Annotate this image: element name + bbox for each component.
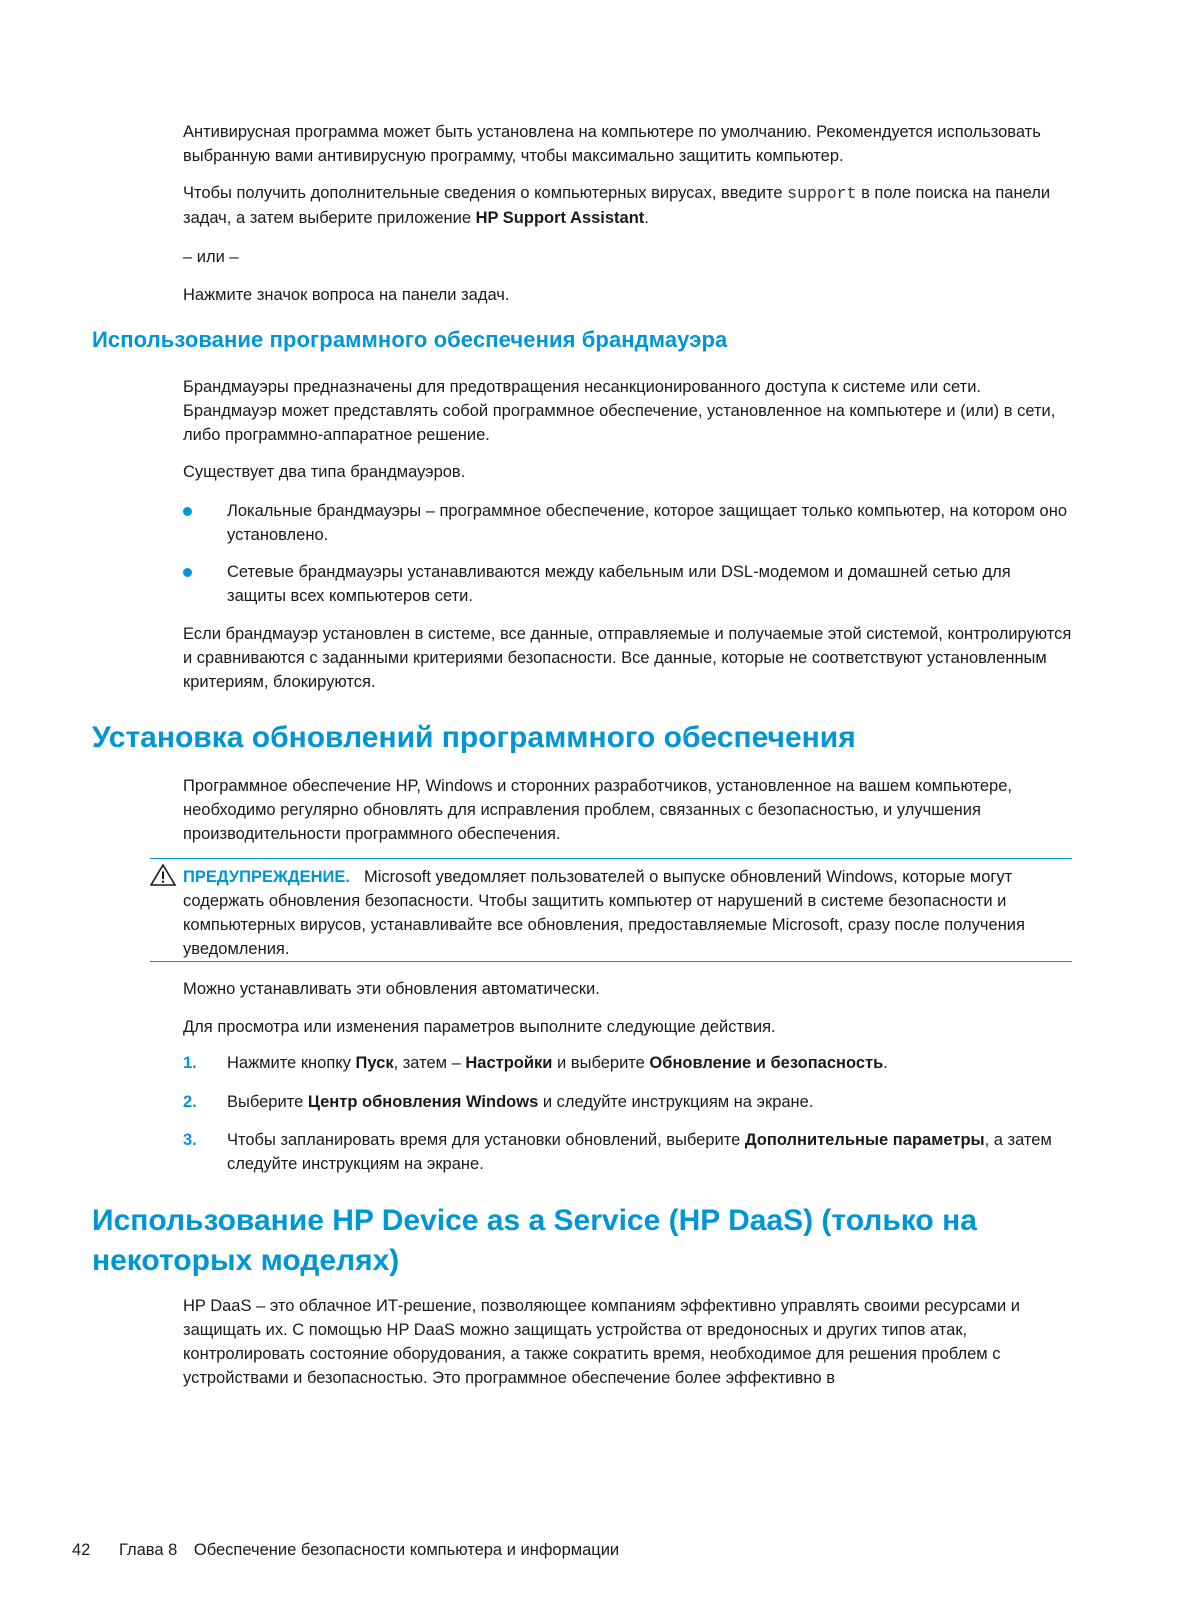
virus-info-text-b: в поле поиска на панели задач, а затем выберите приложение (183, 184, 1051, 227)
updates-intro-paragraph: Программное обеспечение HP, Windows и сторонних разработчиков, установленное на вашем компьютере, необходимо регулярно обновлять для исправления проблем, связанных с безопасностью, и улучшения производительности программного обеспечения. (183, 777, 1012, 843)
firewall-types-paragraph: Существует два типа брандмауэров. (183, 463, 466, 481)
step-text-part: и следуйте инструкциям на экране. (538, 1093, 814, 1111)
step-text-part: Выберите (227, 1093, 308, 1111)
daas-heading: Использование HP Device as a Service (HP DaaS) (только на некоторых моделях) (92, 1204, 977, 1277)
step-text-part: , а затем следуйте инструкциям на экране. (227, 1131, 1052, 1173)
step-text-part: , затем – (393, 1054, 466, 1072)
step-number: 3. (183, 1131, 197, 1149)
warning-icon (150, 864, 176, 886)
firewall-heading: Использование программного обеспечения брандмауэра (92, 327, 728, 352)
warning-text: Microsoft уведомляет пользователей о выпуске обновлений Windows, которые могут содержать обновления безопасности. Чтобы защитить компьютер от нарушений в системе безопасности и компьютерных вирусов, устанавливайте все обновления, предоставляемые Microsoft, сразу после получения уведомления. (183, 868, 1025, 958)
settings-steps-intro: Для просмотра или изменения параметров выполните следующие действия. (183, 1018, 776, 1036)
warning-label: ПРЕДУПРЕЖДЕНИЕ. (183, 868, 350, 886)
page-footer (72, 1538, 631, 1562)
step-item-1 (183, 1051, 1073, 1075)
step-number: 2. (183, 1093, 197, 1111)
question-icon-paragraph: Нажмите значок вопроса на панели задач. (183, 286, 510, 304)
virus-info-paragraph (183, 181, 1073, 230)
step-item-3 (183, 1128, 1073, 1176)
list-item-text: Локальные брандмауэры – программное обеспечение, которое защищает только компьютер, на котором оно установлено. (227, 502, 1067, 544)
virus-info-text-a: Чтобы получить дополнительные сведения о компьютерных вирусах, введите (183, 184, 788, 202)
firewall-control-paragraph: Если брандмауэр установлен в системе, все данные, отправляемые и получаемые этой системой, контролируются и сравниваются с заданными критериями безопасности. Все данные, которые не соответствуют установленным критериям, блокируются. (183, 625, 1072, 691)
step-text-part: Нажмите кнопку (227, 1054, 356, 1072)
step-number: 1. (183, 1054, 197, 1072)
chapter-label: Глава 8 (118, 1541, 178, 1559)
step-text (227, 1090, 1073, 1114)
daas-paragraph: HP DaaS – это облачное ИТ-решение, позволяющее компаниям эффективно управлять своими ресурсами и защищать их. С помощью HP DaaS можно защищать устройства от вредоносных и других типов атак, контролировать состояние оборудования, а также сократить время, необходимое для решения проблем с устройствами и безопасностью. Это программное обеспечение более эффективно в (183, 1297, 1021, 1387)
bullet-icon (183, 568, 192, 577)
page-number: 42 (72, 1541, 91, 1559)
antivirus-paragraph: Антивирусная программа может быть установлена на компьютере по умолчанию. Рекомендуется использовать выбранную вами антивирусную программу, чтобы максимально защитить компьютер. (183, 123, 1041, 165)
step-text-part: и выберите (552, 1054, 650, 1072)
warning-top-rule (150, 858, 1072, 859)
auto-updates-paragraph: Можно устанавливать эти обновления автоматически. (183, 980, 600, 998)
list-item-text: Сетевые брандмауэры устанавливаются между кабельным или DSL-модемом и домашней сетью для защиты всех компьютеров сети. (227, 563, 1011, 605)
warning-bottom-rule (150, 961, 1072, 962)
or-separator: – или – (183, 248, 239, 266)
virus-info-end: . (644, 209, 649, 227)
start-button-name: Пуск (355, 1054, 394, 1072)
step-text (227, 1051, 1073, 1075)
step-text-part: Чтобы запланировать время для установки обновлений, выберите (227, 1131, 745, 1149)
updates-heading: Установка обновлений программного обеспечения (92, 721, 856, 754)
update-security-name: Обновление и безопасность (649, 1054, 884, 1072)
chapter-title: Обеспечение безопасности компьютера и информации (193, 1541, 620, 1559)
warning-block (183, 865, 1073, 961)
windows-update-name: Центр обновления Windows (307, 1093, 539, 1111)
firewall-intro-paragraph: Брандмауэры предназначены для предотвращения несанкционированного доступа к системе или сети. Брандмауэр может представлять собой программное обеспечение, установленное на компьютере и (или) в сети, либо программно-аппаратное решение. (183, 378, 1056, 444)
step-text-part: . (883, 1054, 888, 1072)
settings-name: Настройки (465, 1054, 553, 1072)
bullet-icon (183, 507, 192, 516)
support-code: support (787, 184, 857, 203)
advanced-options-name: Дополнительные параметры (744, 1131, 985, 1149)
list-item (183, 560, 1073, 608)
step-item-2 (183, 1090, 1073, 1114)
list-item (183, 499, 1073, 547)
step-text (227, 1128, 1073, 1176)
hp-support-assistant-name: HP Support Assistant (475, 209, 645, 227)
